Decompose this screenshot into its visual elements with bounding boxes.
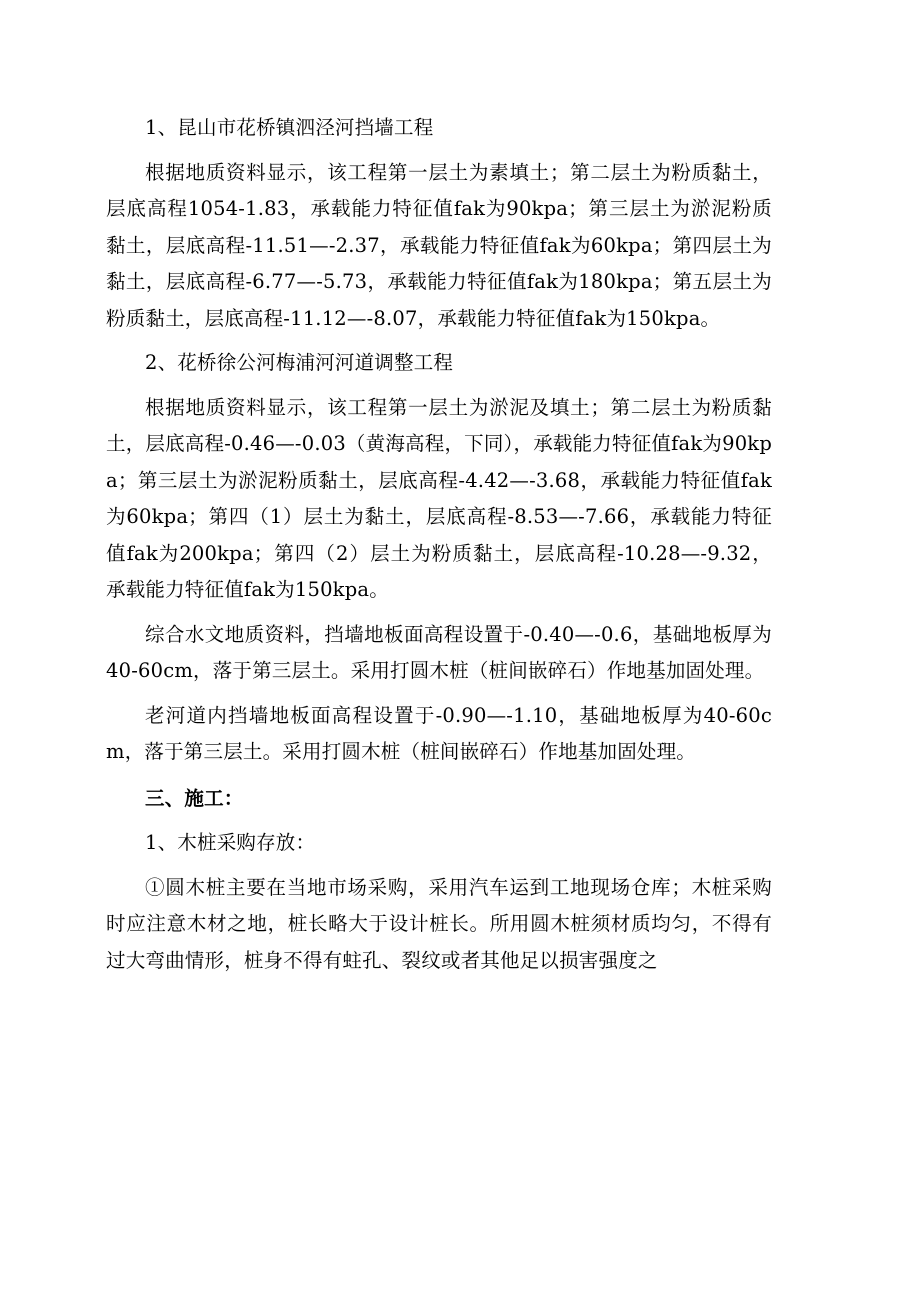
spacer xyxy=(106,771,772,781)
paragraph-project-2-geology: 根据地质资料显示，该工程第一层土为淤泥及填土；第二层土为粉质黏土，层底高程-0.46—-0.03（黄海高程，下同），承载能力特征值fak为90kpa；第三层土为淤泥粉质黏土，层底高程-4.42—-3.68，承载能力特征值fak为60kpa；第四（1）层土为黏土，层底高程-8.53—-7.66，承载能力特征值fak为200kpa；第四（2）层土为粉质黏土，层底高程-10.28—-9.32，承载能力特征值fak为150kpa。 xyxy=(106,395,772,601)
paragraph-old-channel-wall: 老河道内挡墙地板面高程设置于-0.90—-1.10，基础地板厚为40-60cm，落于第三层土。采用打圆木桩（桩间嵌碎石）作地基加固处理。 xyxy=(106,703,772,763)
spacer xyxy=(106,690,772,698)
spacer xyxy=(106,337,772,345)
spacer xyxy=(106,862,772,870)
subheading-timber-pile-purchase: 1、木桩采购存放： xyxy=(145,831,316,854)
spacer xyxy=(106,609,772,617)
subheading-project-1: 1、昆山市花桥镇泗泾河挡墙工程 xyxy=(145,116,434,139)
spacer xyxy=(106,147,772,155)
spacer xyxy=(106,382,772,390)
section-heading-construction: 三、施工： xyxy=(145,786,244,810)
paragraph-timber-pile-details: ①圆木桩主要在当地市场采购，采用汽车运到工地现场仓库；木桩采购时应注意木材之地，桩长略大于设计桩长。所用圆木桩须材质均匀，不得有过大弯曲情形，桩身不得有蛀孔、裂纹或者其他足以损害强度之 xyxy=(106,875,772,972)
subheading-project-2: 2、花桥徐公河梅浦河河道调整工程 xyxy=(145,351,454,374)
document-body xyxy=(106,110,772,979)
paragraph-project-1-geology: 根据地质资料显示，该工程第一层土为素填土；第二层土为粉质黏土，层底高程1054-1.83，承载能力特征值fak为90kpa；第三层土为淤泥粉质黏土，层底高程-11.51—-2.37，承载能力特征值fak为60kpa；第四层土为黏土，层底高程-6.77—-5.73，承载能力特征值fak为180kpa；第五层土为粉质黏土，层底高程-11.12—-8.07，承载能力特征值fak为150kpa。 xyxy=(106,160,772,330)
spacer xyxy=(106,817,772,825)
paragraph-wall-elevation: 综合水文地质资料，挡墙地板面高程设置于-0.40—-0.6，基础地板厚为40-60cm，落于第三层土。采用打圆木桩（桩间嵌碎石）作地基加固处理。 xyxy=(106,622,772,682)
